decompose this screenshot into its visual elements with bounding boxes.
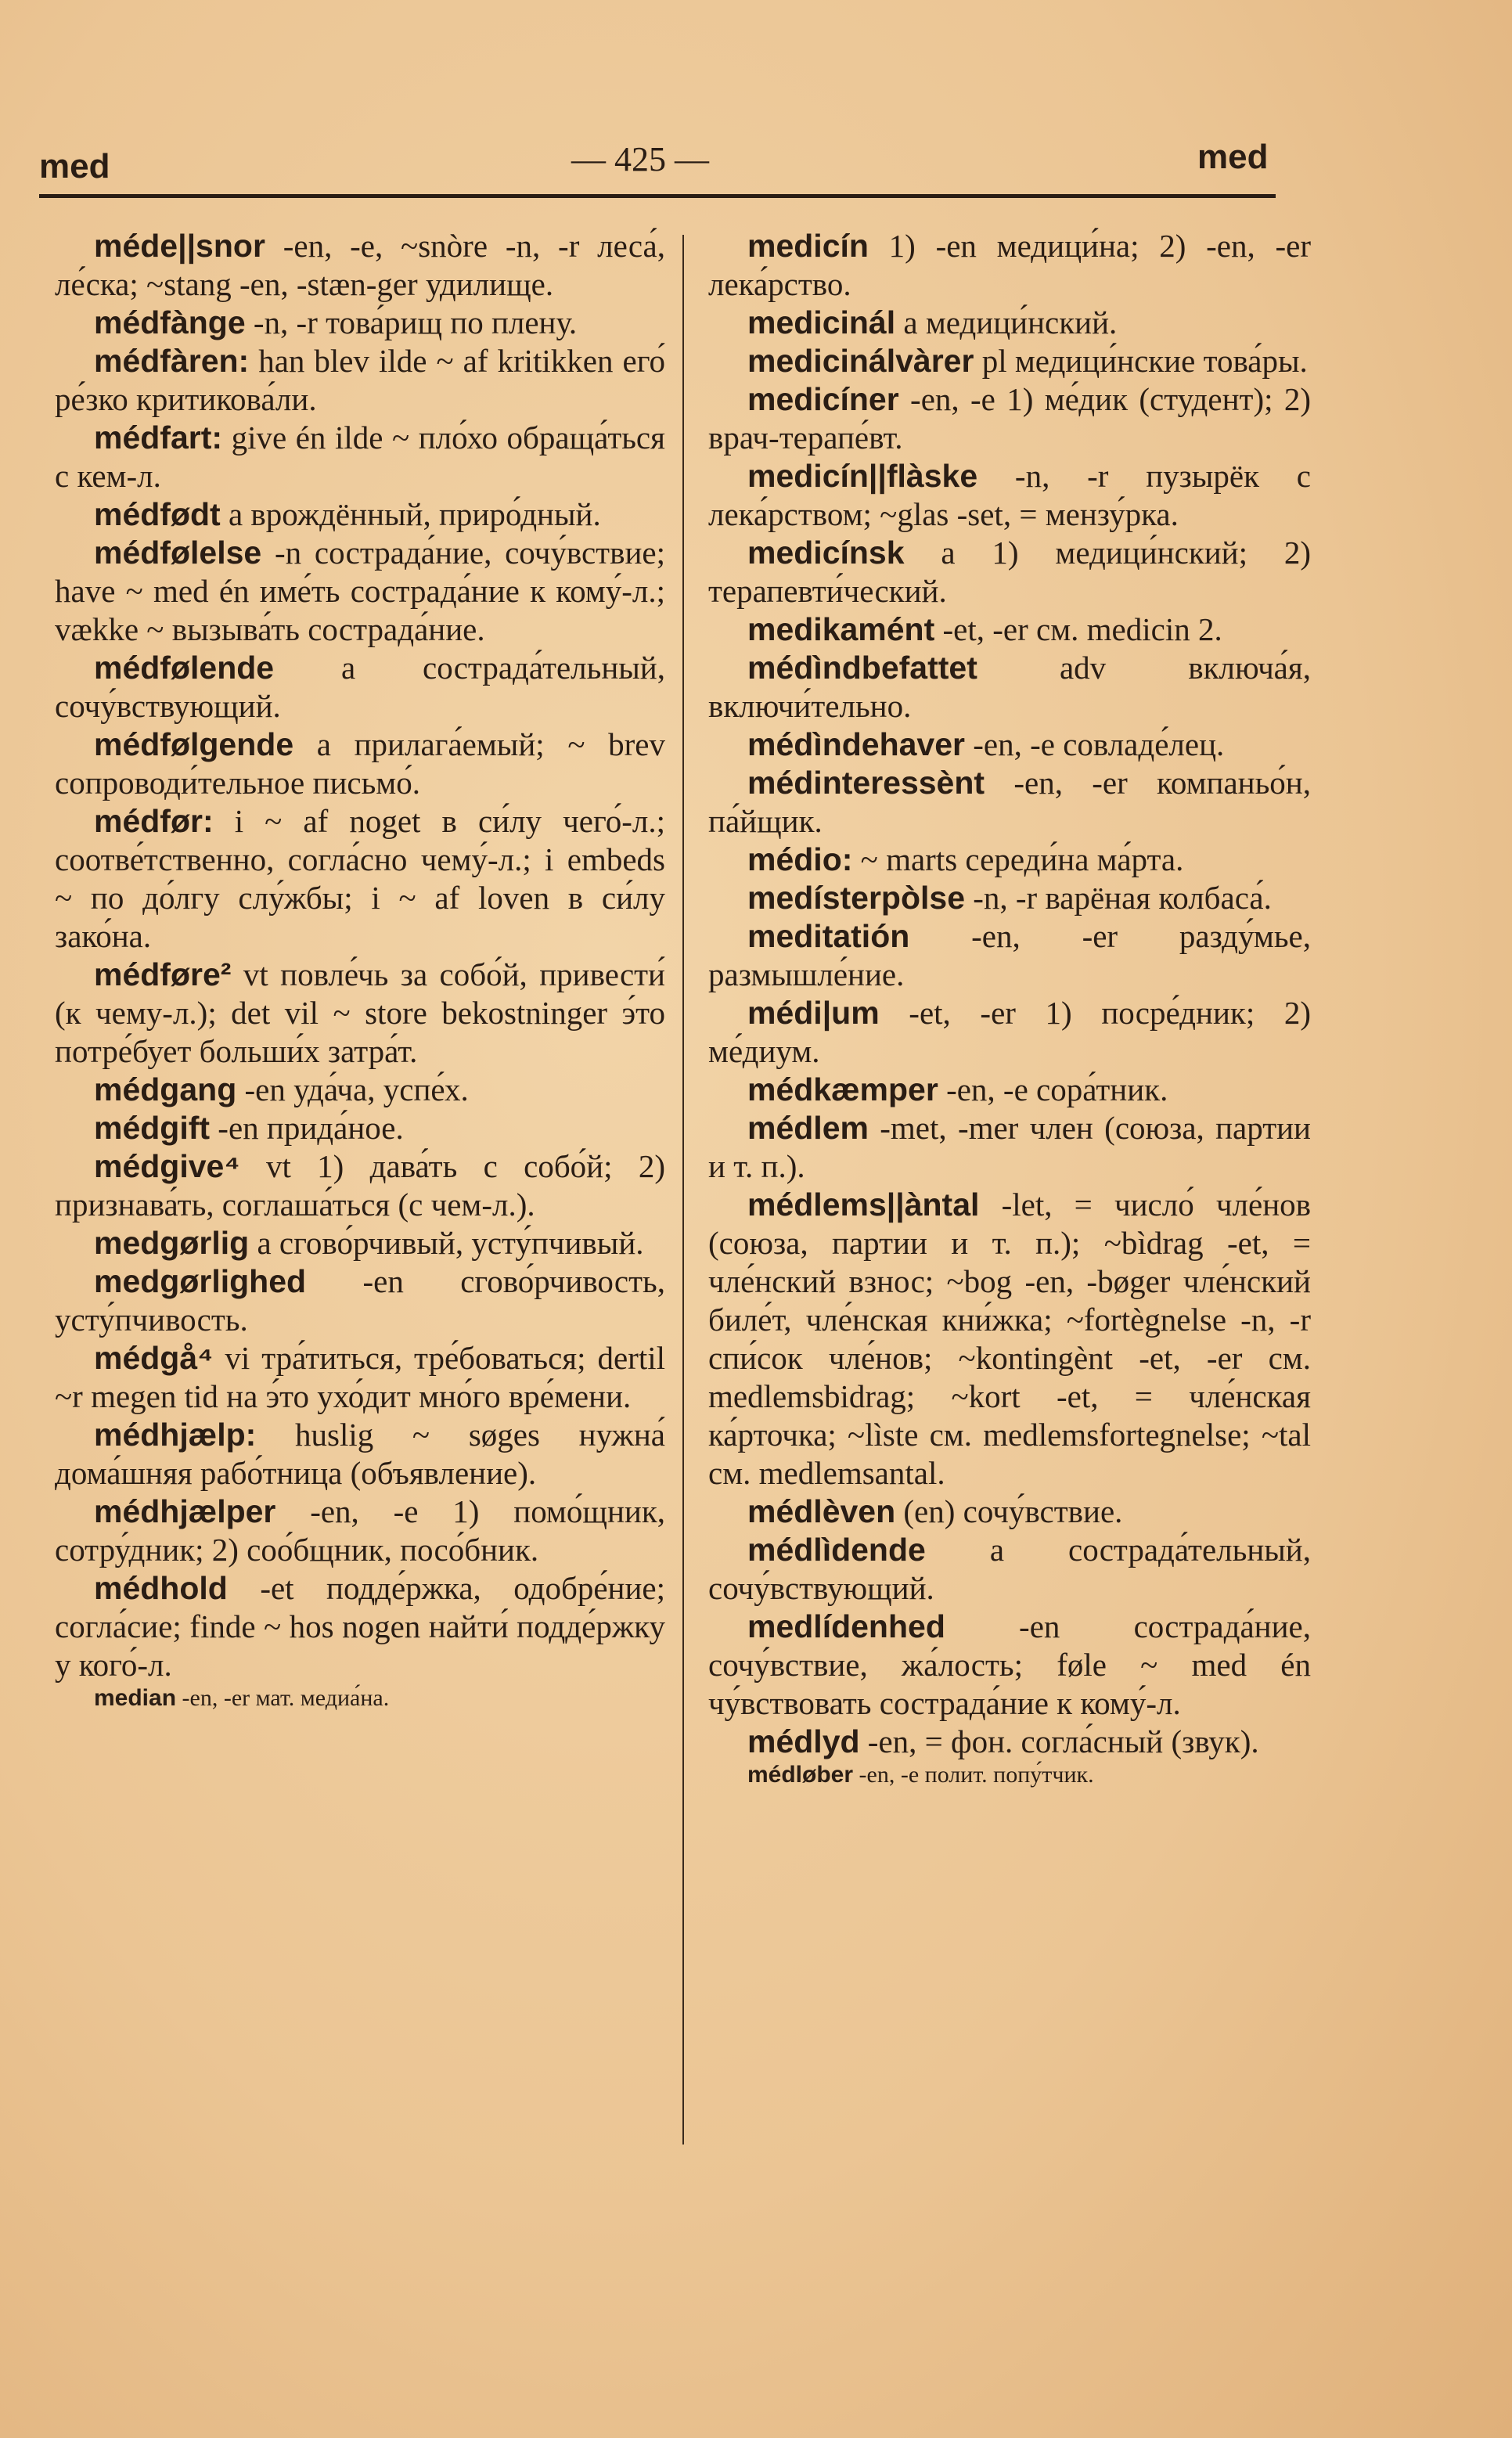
- headword: medísterpòlse: [747, 880, 965, 916]
- headword: medicinálvàrer: [747, 343, 974, 379]
- dictionary-entry: [708, 1493, 1311, 1531]
- definition: a 1) медици́нский; 2) терапевти́ческий.: [708, 535, 1311, 609]
- dictionary-entry: [55, 1109, 665, 1147]
- dictionary-entry: [55, 1493, 665, 1569]
- definition: -en, -e copа́тник.: [938, 1071, 1168, 1107]
- header-rule: [39, 194, 1276, 198]
- dictionary-entry: [55, 419, 665, 495]
- headword: médìndehaver: [747, 726, 965, 762]
- dictionary-entry: [55, 304, 665, 342]
- headword: médgift: [94, 1110, 211, 1146]
- headword: medgørlig: [94, 1225, 250, 1261]
- dictionary-entry: [55, 227, 665, 304]
- headword: médi|um: [747, 995, 880, 1031]
- dictionary-entry: [55, 956, 665, 1071]
- dictionary-entry: [708, 380, 1311, 457]
- definition: -en сгово́рчивость, усту́пчивость.: [55, 1263, 665, 1338]
- definition: ~ marts середи́на ма́рта.: [852, 841, 1184, 877]
- headword: médfølende: [94, 650, 275, 686]
- headword: medicinál: [747, 304, 896, 340]
- headword: médfànge: [94, 304, 246, 340]
- left-column: [55, 227, 665, 1712]
- headword: médfart:: [94, 420, 223, 456]
- dictionary-entry: [708, 304, 1311, 342]
- definition: -n, -r пузырёк с лека́рством; ~glas -set, = мензу́рка.: [708, 458, 1311, 532]
- definition: han blev ilde ~ af kritikken его́ ре́зко критикова́ли.: [55, 343, 665, 417]
- headword: médio:: [747, 841, 853, 877]
- dictionary-entry: [708, 1723, 1311, 1761]
- right-column: [708, 227, 1311, 1789]
- definition: -en, -er компаньо́н, па́йщик.: [708, 765, 1311, 839]
- dictionary-entry: [708, 841, 1311, 879]
- headword: medikamént: [747, 611, 935, 647]
- headword: médhjælper: [94, 1493, 276, 1529]
- headword: médlems||àntal: [747, 1187, 980, 1223]
- dictionary-entry: [708, 649, 1311, 726]
- definition: vt 1) дава́ть с собо́й; 2) признава́ть, соглаша́ться (с чем-л.).: [55, 1148, 665, 1223]
- left-guide-word: med: [39, 147, 110, 185]
- headword: medicíner: [747, 381, 899, 417]
- definition: -en сострада́ние, сочу́вствие, жа́лость; føle ~ med én чу́вствовать сострада́ние к кому́-л.: [708, 1608, 1311, 1721]
- dictionary-entry: [708, 342, 1311, 380]
- dictionary-entry: [55, 1416, 665, 1493]
- headword: medicín: [747, 228, 869, 264]
- dictionary-entry: [55, 1147, 665, 1224]
- definition: give én ilde ~ пло́хо обраща́ться с кем-л.: [55, 420, 665, 494]
- dictionary-entry: [708, 1608, 1311, 1723]
- definition: adv включа́я, включи́тельно.: [708, 650, 1311, 724]
- right-guide-word: med: [1197, 138, 1269, 176]
- headword: median: [94, 1685, 177, 1711]
- dictionary-entry: [708, 917, 1311, 994]
- headword: médhold: [94, 1570, 228, 1606]
- headword: médlyd: [747, 1723, 860, 1759]
- definition: -et, -er см. medicin 2.: [934, 611, 1222, 647]
- definition: pl медици́нские това́ры.: [974, 343, 1308, 379]
- definition: -n, -r варёная колбаса́.: [965, 880, 1272, 916]
- dictionary-entry: [55, 726, 665, 802]
- headword: médfølgende: [94, 726, 294, 762]
- definition: a врождённый, приро́дный.: [220, 496, 601, 532]
- definition: -en, -e совладе́лец.: [965, 726, 1225, 762]
- definition: -en уда́ча, успе́х.: [236, 1071, 469, 1107]
- definition: i ~ af noget в си́лу чего́-л.; соотве́тственно, согла́сно чему́-л.; i embeds ~ по до́лгу слу́жбы; i ~ af loven в си́лу зако́на.: [55, 803, 665, 954]
- headword: médìndbefattet: [747, 650, 977, 686]
- dictionary-entry: [708, 1109, 1311, 1186]
- definition: vi тра́титься, тре́боваться; dertil ~r megen tid на э́то ухо́дит мно́го вре́мени.: [55, 1340, 665, 1414]
- definition: a сострада́тельный, сочу́вствующий.: [708, 1532, 1311, 1606]
- definition: -met, -mer член (союза, партии и т. п.).: [708, 1110, 1311, 1184]
- definition: -en, = фон. согла́сный (звук).: [859, 1723, 1259, 1759]
- definition: -en, -er мат. медиа́на.: [176, 1685, 390, 1711]
- dictionary-entry: [55, 342, 665, 419]
- headword: medgørlighed: [94, 1263, 307, 1299]
- definition: 1) -en медици́на; 2) -en, -er лека́рство.: [708, 228, 1311, 302]
- dictionary-entry: [708, 1761, 1311, 1789]
- headword: médgang: [94, 1071, 237, 1107]
- dictionary-entry: [708, 994, 1311, 1071]
- definition: -n сострада́ние, сочу́вствие; have ~ med én име́ть сострада́ние к кому́-л.; vække ~ вызыва́ть сострада́ние.: [55, 535, 665, 647]
- dictionary-entry: [55, 495, 665, 534]
- dictionary-entry: [708, 726, 1311, 764]
- dictionary-entry: [708, 1531, 1311, 1608]
- definition: -et, -er 1) посре́дник; 2) ме́диум.: [708, 995, 1311, 1069]
- headword: médgive⁴: [94, 1148, 240, 1184]
- dictionary-entry: [708, 1186, 1311, 1493]
- headword: médfàren:: [94, 343, 250, 379]
- dictionary-entry: [708, 1071, 1311, 1109]
- dictionary-entry: [708, 879, 1311, 917]
- dictionary-entry: [708, 610, 1311, 649]
- page-header: [39, 133, 1276, 196]
- headword: meditatión: [747, 918, 910, 954]
- definition: -en, -e 1) помо́щник, сотру́дник; 2) соо́бщник, посо́бник.: [55, 1493, 665, 1568]
- definition: -en, -e, ~snòre -n, -r леса́, ле́ска; ~stang -en, -stæn-ger удилище.: [55, 228, 665, 302]
- headword: medlídenhed: [747, 1608, 945, 1644]
- headword: médlèven: [747, 1493, 896, 1529]
- dictionary-entry: [55, 534, 665, 649]
- headword: médgå⁴: [94, 1340, 214, 1376]
- headword: médfødt: [94, 496, 221, 532]
- headword: médfør:: [94, 803, 214, 839]
- headword: medicín||flàske: [747, 458, 978, 494]
- headword: médfølelse: [94, 535, 262, 571]
- headword: médløber: [747, 1762, 854, 1788]
- definition: -en, -e полит. попу́тчик.: [853, 1762, 1094, 1788]
- dictionary-entry: [55, 1071, 665, 1109]
- dictionary-entry: [55, 649, 665, 726]
- definition: a прилага́емый; ~ brev сопроводи́тельное письмо́.: [55, 726, 665, 801]
- page-number: — 425 —: [571, 140, 709, 178]
- dictionary-entry: [55, 1262, 665, 1339]
- definition: -n, -r това́рищ по плену.: [245, 304, 578, 340]
- dictionary-entry: [708, 534, 1311, 610]
- column-divider: [682, 235, 684, 2145]
- dictionary-entry: [55, 802, 665, 956]
- headword: médhjælp:: [94, 1417, 257, 1453]
- definition: -en, -e 1) ме́дик (студент); 2) врач-терапе́вт.: [708, 381, 1311, 456]
- definition: vt повле́чь за собо́й, привести́ (к чему-л.); det vil ~ store bekostninger э́то потре́бует больши́х затра́т.: [55, 956, 665, 1069]
- dictionary-entry: [708, 457, 1311, 534]
- headword: médlìdende: [747, 1532, 926, 1568]
- dictionary-entry: [55, 1569, 665, 1684]
- dictionary-entry: [708, 227, 1311, 304]
- dictionary-entry: [708, 764, 1311, 841]
- dictionary-entry: [55, 1684, 665, 1712]
- dictionary-entry: [55, 1339, 665, 1416]
- headword: médkæmper: [747, 1071, 938, 1107]
- definition: (en) сочу́вствие.: [895, 1493, 1123, 1529]
- headword: médlem: [747, 1110, 869, 1146]
- definition: -et подде́ржка, одобре́ние; согла́сие; finde ~ hos nogen найти́ подде́ржку у кого́-л.: [55, 1570, 665, 1683]
- definition: huslig ~ søges нужна́ дома́шняя рабо́тница (объявление).: [55, 1417, 665, 1491]
- definition: -let, = число́ чле́нов (союза, партии и т. п.); ~bìdrag -et, = чле́нский взнос; ~bog -en, -bøger чле́нский биле́т, чле́нская кни́жка; ~fortègnelse -n, -r спи́сок чле́нов; ~kontingènt -et, -er см. medlemsbidrag; ~kort -et, = чле́нская ка́рточка; ~lìste см. medlemsfortegnelse; ~tal см. medlemsantal.: [708, 1187, 1311, 1491]
- definition: a медици́нский.: [895, 304, 1118, 340]
- dictionary-entry: [55, 1224, 665, 1262]
- definition: -en, -er разду́мье, размышле́ние.: [708, 918, 1311, 992]
- headword: medicínsk: [747, 535, 905, 571]
- definition: -en прида́ное.: [210, 1110, 404, 1146]
- definition: a сострада́тельный, сочу́вствующий.: [55, 650, 665, 724]
- definition: a сгово́рчивый, усту́пчивый.: [249, 1225, 644, 1261]
- headword: médføre²: [94, 956, 232, 992]
- headword: méde||snor: [94, 228, 265, 264]
- headword: médinteressènt: [747, 765, 985, 801]
